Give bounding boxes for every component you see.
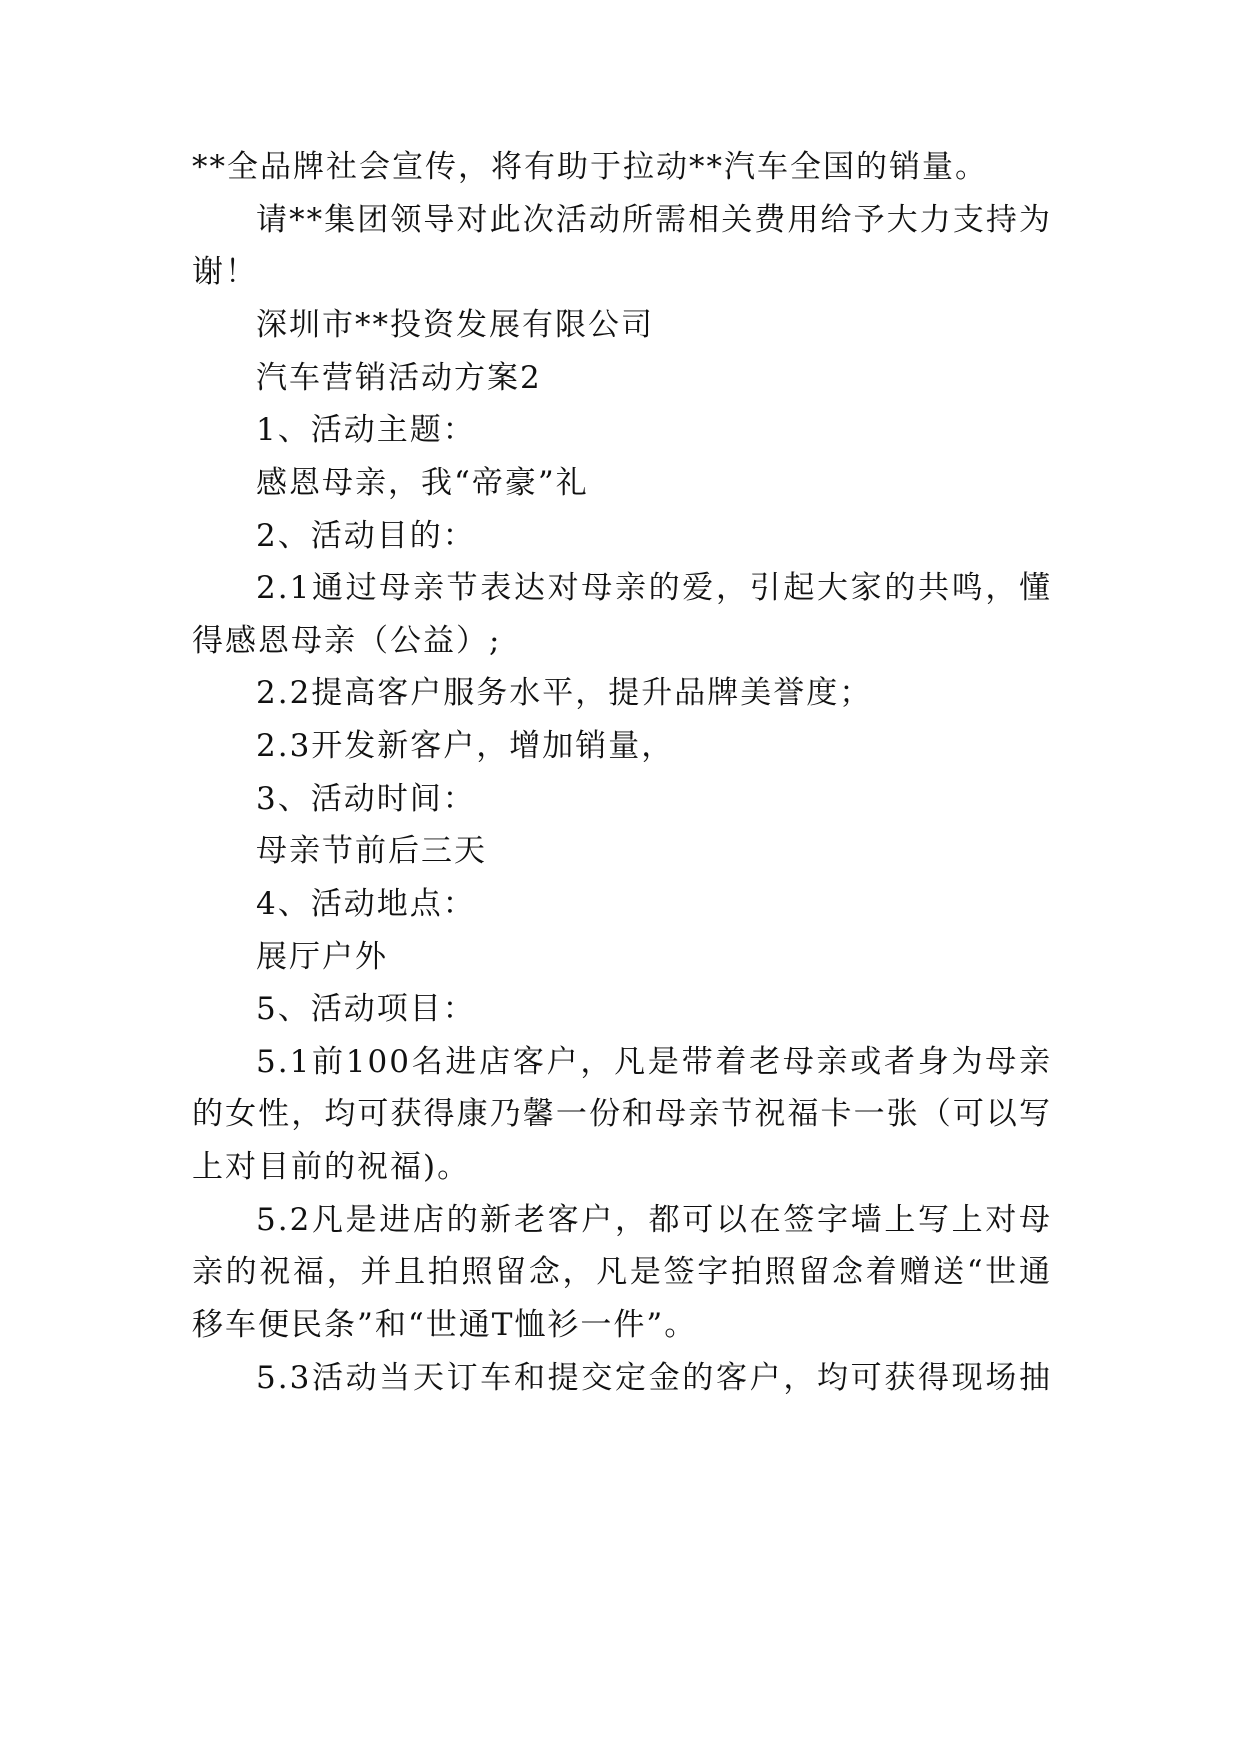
heading-time: 3、活动时间： (256, 781, 476, 817)
paragraph-line: 2.3开发新客户，增加销量， (256, 728, 675, 764)
signature-company: 深圳市**投资发展有限公司 (256, 307, 654, 343)
paragraph-line: 2.2提高客户服务水平，提升品牌美誉度； (256, 675, 873, 711)
paragraph-line: 的女性，均可获得康乃馨一份和母亲节祝福卡一张（可以写 (192, 1096, 1052, 1132)
paragraph-line: 请**集团领导对此次活动所需相关费用给予大力支持为 (256, 202, 1052, 238)
heading-purpose: 2、活动目的： (256, 518, 476, 554)
paragraph-line: 2.1通过母亲节表达对母亲的爱，引起大家的共鸣，懂 (256, 570, 1052, 606)
paragraph-line: 亲的祝福，并且拍照留念，凡是签字拍照留念着赠送“世通 (192, 1254, 1052, 1290)
paragraph-line: 5.2凡是进店的新老客户，都可以在签字墙上写上对母 (256, 1202, 1052, 1238)
heading-location: 4、活动地点： (256, 886, 476, 922)
theme-text: 感恩母亲，我“帝豪”礼 (256, 465, 589, 501)
paragraph-line: 5.1前100名进店客户，凡是带着老母亲或者身为母亲 (256, 1044, 1052, 1080)
heading-theme: 1、活动主题： (256, 412, 476, 448)
paragraph-line: 移车便民条”和“世通T恤衫一件”。 (192, 1307, 698, 1343)
section-title: 汽车营销活动方案2 (256, 360, 542, 396)
time-text: 母亲节前后三天 (256, 833, 487, 869)
paragraph-line: 5.3活动当天订车和提交定金的客户，均可获得现场抽 (256, 1360, 1052, 1396)
location-text: 展厅户外 (256, 939, 388, 975)
paragraph-line: 上对目前的祝福)。 (192, 1149, 471, 1185)
paragraph-line: 得感恩母亲（公益）; (192, 623, 502, 659)
heading-items: 5、活动项目： (256, 991, 476, 1027)
paragraph-line: **全品牌社会宣传，将有助于拉动**汽车全国的销量。 (192, 149, 988, 185)
paragraph-line: 谢！ (192, 254, 258, 290)
